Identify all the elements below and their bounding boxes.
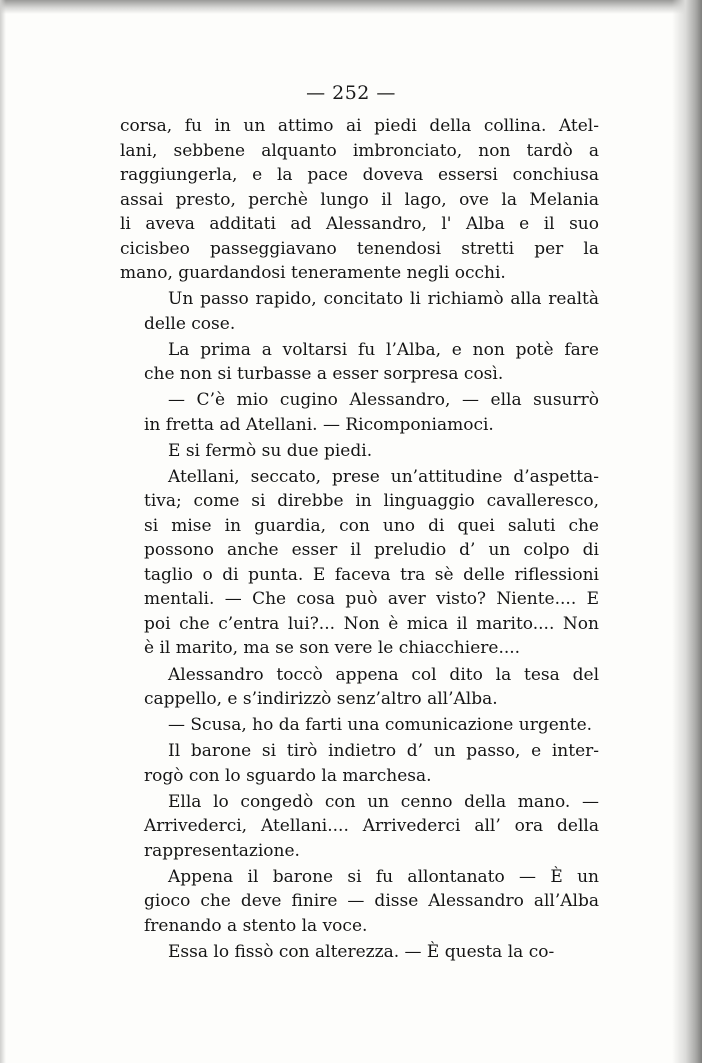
- paragraph: [120, 388, 599, 437]
- scan-edge-right: [672, 0, 702, 1063]
- paragraph: [120, 465, 599, 661]
- text-line: assai presto, perchè lungo il lago, ove la Melania: [120, 189, 599, 210]
- paragraph: [120, 114, 599, 286]
- text-line: mano, guardandosi teneramente negli occhi.: [120, 263, 506, 283]
- paragraph: [120, 865, 599, 939]
- paragraph: [120, 287, 599, 336]
- text-line: gioco che deve finire — disse Alessandro all’Alba: [144, 891, 599, 912]
- text-line: raggiungerla, e la pace doveva essersi conchiusa: [120, 165, 599, 185]
- paragraph: [120, 663, 599, 712]
- text-line: poi che c’entra lui?... Non è mica il marito.... Non: [144, 613, 599, 634]
- text-line: Un passo rapido, concitato li richiamò alla realtà: [168, 289, 599, 310]
- text-line: mentali. — Che cosa può aver visto? Niente.... E: [144, 589, 599, 610]
- text-line: E si fermò su due piedi.: [168, 440, 373, 461]
- text-line: è il marito, ma se son vere le chiacchiere....: [144, 638, 521, 659]
- text-line: La prima a voltarsi fu l’Alba, e non potè fare: [168, 339, 599, 360]
- text-line: Atellani, seccato, prese un’attitudine d’aspetta-: [168, 466, 599, 487]
- page-number: — 252 —: [306, 82, 396, 104]
- text-line: possono anche esser il preludio d’ un colpo di: [144, 540, 599, 561]
- scan-edge-top: [0, 0, 702, 14]
- text-line: li aveva additati ad Alessandro, l' Alba e il suo: [120, 214, 599, 234]
- text-line: cappello, e s’indirizzò senz’altro all’Alba.: [144, 689, 498, 710]
- text-line: taglio o di punta. E faceva tra sè delle riflessioni: [144, 564, 599, 585]
- text-line: si mise in guardia, con uno di quei saluti che: [144, 515, 599, 536]
- text-line: in fretta ad Atellani. — Ricomponiamoci.: [144, 414, 494, 435]
- text-line: Ella lo congedò con un cenno della mano. —: [168, 791, 599, 812]
- scan-edge-left: [0, 0, 6, 1063]
- text-line: lani, sebbene alquanto imbronciato, non tardò a: [120, 140, 599, 161]
- text-line: delle cose.: [144, 313, 236, 334]
- text-line: corsa, fu in un attimo ai piedi della collina. Atel-: [120, 116, 599, 136]
- paragraph: [120, 940, 599, 965]
- paragraph: [120, 439, 599, 464]
- text-line: tiva; come si direbbe in linguaggio cavalleresco,: [144, 491, 599, 512]
- text-line: Arrivederci, Atellani.... Arrivederci all’ ora della: [144, 816, 599, 837]
- body-text: [120, 114, 599, 966]
- paragraph: [120, 790, 599, 864]
- text-line: Appena il barone si fu allontanato — È un: [168, 866, 599, 887]
- text-line: che non si turbasse a esser sorpresa così.: [144, 364, 504, 385]
- text-line: rogò con lo sguardo la marchesa.: [144, 765, 432, 786]
- text-line: Il barone si tirò indietro d’ un passo, e inter-: [168, 741, 599, 762]
- text-line: — C’è mio cugino Alessandro, — ella susurrò: [168, 390, 599, 411]
- text-line: cicisbeo passeggiavano tenendosi stretti per la: [120, 238, 599, 259]
- paragraph: [120, 713, 599, 738]
- paragraph: [120, 739, 599, 788]
- text-line: Essa lo fissò con alterezza. — È questa la co-: [168, 942, 555, 963]
- paragraph: [120, 338, 599, 387]
- text-line: — Scusa, ho da farti una comunicazione urgente.: [168, 715, 593, 736]
- text-line: frenando a stento la voce.: [144, 915, 368, 936]
- text-line: rappresentazione.: [144, 840, 300, 861]
- text-line: Alessandro toccò appena col dito la tesa del: [168, 664, 599, 685]
